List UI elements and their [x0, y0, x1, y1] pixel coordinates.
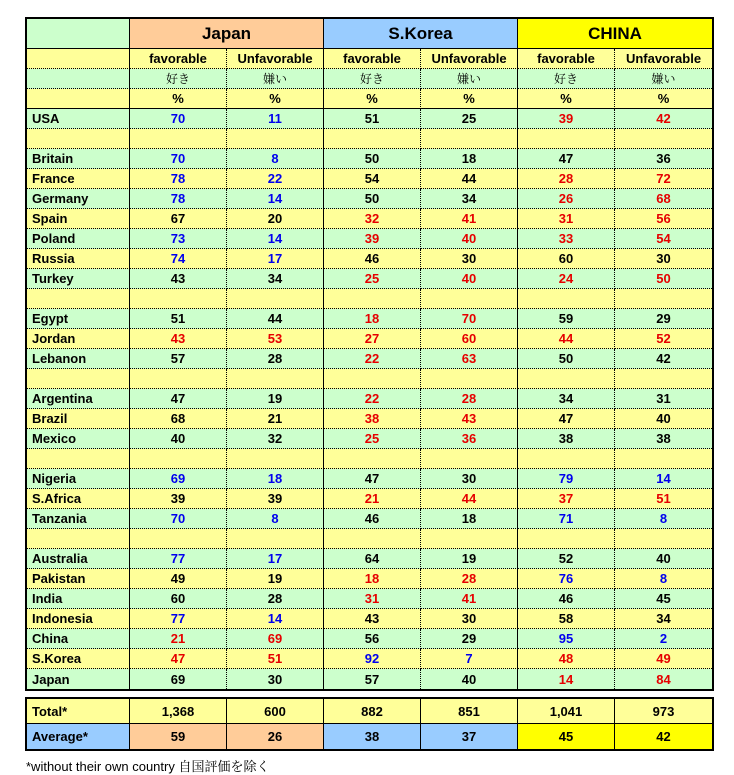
spacer-cell [324, 529, 421, 549]
spacer-row [27, 289, 712, 309]
unit-cell: % [324, 89, 421, 109]
value-cell-skorea-favorable: 50 [324, 189, 421, 209]
table-row-jordan [27, 329, 712, 349]
value-cell-skorea-unfavorable: 70 [421, 309, 518, 329]
spacer-cell [324, 129, 421, 149]
value-cell-china-favorable: 14 [518, 669, 615, 689]
spacer-cell [130, 129, 227, 149]
favorability-table [25, 17, 714, 691]
group-header-skorea: S.Korea [324, 19, 518, 49]
value-cell-japan-favorable: 69 [130, 669, 227, 689]
value-cell-china-unfavorable: 49 [615, 649, 712, 669]
value-cell-japan-unfavorable: 19 [227, 389, 324, 409]
value-cell-japan-favorable: 77 [130, 609, 227, 629]
value-cell-skorea-unfavorable: 25 [421, 109, 518, 129]
value-cell-skorea-favorable: 57 [324, 669, 421, 689]
table-row-indonesia [27, 609, 712, 629]
unit-cell: % [518, 89, 615, 109]
table-row-usa [27, 109, 712, 129]
group-header-row [27, 19, 712, 49]
table-row-nigeria [27, 469, 712, 489]
value-cell-skorea-unfavorable: 40 [421, 269, 518, 289]
value-cell-skorea-unfavorable: 28 [421, 389, 518, 409]
total-japan-favorable: 1,368 [130, 699, 227, 724]
country-label: Spain [27, 209, 130, 229]
country-label: France [27, 169, 130, 189]
spacer-cell [615, 129, 712, 149]
value-cell-china-favorable: 76 [518, 569, 615, 589]
value-cell-china-unfavorable: 42 [615, 349, 712, 369]
value-cell-japan-favorable: 78 [130, 169, 227, 189]
value-cell-skorea-favorable: 50 [324, 149, 421, 169]
skorea-unfavorable-header: Unfavorable [421, 49, 518, 69]
country-label: Britain [27, 149, 130, 169]
value-cell-china-favorable: 71 [518, 509, 615, 529]
total-china-unfavorable: 973 [615, 699, 712, 724]
spacer-cell [130, 369, 227, 389]
spacer-cell [615, 289, 712, 309]
spacer-cell [421, 449, 518, 469]
value-cell-skorea-unfavorable: 36 [421, 429, 518, 449]
value-cell-skorea-unfavorable: 34 [421, 189, 518, 209]
spacer-cell [227, 289, 324, 309]
average-japan-favorable: 59 [130, 724, 227, 749]
value-cell-japan-unfavorable: 34 [227, 269, 324, 289]
value-cell-japan-favorable: 49 [130, 569, 227, 589]
value-cell-skorea-favorable: 51 [324, 109, 421, 129]
value-cell-skorea-unfavorable: 18 [421, 149, 518, 169]
value-cell-china-unfavorable: 68 [615, 189, 712, 209]
value-cell-japan-unfavorable: 39 [227, 489, 324, 509]
china-unfavorable-jp-header: 嫌い [615, 69, 712, 89]
value-cell-china-favorable: 47 [518, 149, 615, 169]
value-cell-china-favorable: 24 [518, 269, 615, 289]
value-cell-china-favorable: 39 [518, 109, 615, 129]
value-cell-japan-unfavorable: 18 [227, 469, 324, 489]
value-cell-japan-favorable: 70 [130, 149, 227, 169]
value-cell-china-favorable: 28 [518, 169, 615, 189]
table-row-japan [27, 669, 712, 689]
china-favorable-jp-header: 好き [518, 69, 615, 89]
average-skorea-favorable: 38 [324, 724, 421, 749]
total-row [27, 699, 712, 724]
value-cell-skorea-favorable: 25 [324, 269, 421, 289]
country-label: Indonesia [27, 609, 130, 629]
japan-favorable-jp-header: 好き [130, 69, 227, 89]
value-cell-japan-favorable: 67 [130, 209, 227, 229]
value-cell-japan-unfavorable: 11 [227, 109, 324, 129]
table-row-tanzania [27, 509, 712, 529]
value-cell-china-unfavorable: 14 [615, 469, 712, 489]
subheader-row-english [27, 49, 712, 69]
value-cell-skorea-favorable: 47 [324, 469, 421, 489]
value-cell-china-favorable: 31 [518, 209, 615, 229]
value-cell-japan-unfavorable: 14 [227, 609, 324, 629]
unit-cell: % [615, 89, 712, 109]
unit-cell: % [130, 89, 227, 109]
value-cell-china-unfavorable: 72 [615, 169, 712, 189]
country-label: Egypt [27, 309, 130, 329]
value-cell-china-favorable: 46 [518, 589, 615, 609]
value-cell-china-favorable: 52 [518, 549, 615, 569]
value-cell-skorea-favorable: 54 [324, 169, 421, 189]
value-cell-china-unfavorable: 38 [615, 429, 712, 449]
subheader-row-japanese [27, 69, 712, 89]
value-cell-china-unfavorable: 40 [615, 409, 712, 429]
table-row-egypt [27, 309, 712, 329]
spacer-row [27, 369, 712, 389]
country-label: Argentina [27, 389, 130, 409]
country-label: Russia [27, 249, 130, 269]
spacer-cell [615, 449, 712, 469]
country-label: S.Africa [27, 489, 130, 509]
totals-table [25, 697, 714, 751]
table-row-britain [27, 149, 712, 169]
value-cell-japan-unfavorable: 22 [227, 169, 324, 189]
value-cell-japan-unfavorable: 17 [227, 249, 324, 269]
total-skorea-favorable: 882 [324, 699, 421, 724]
table-row-germany [27, 189, 712, 209]
value-cell-china-favorable: 58 [518, 609, 615, 629]
value-cell-china-unfavorable: 30 [615, 249, 712, 269]
value-cell-japan-unfavorable: 21 [227, 409, 324, 429]
value-cell-skorea-unfavorable: 40 [421, 229, 518, 249]
value-cell-japan-favorable: 47 [130, 649, 227, 669]
table-row-argentina [27, 389, 712, 409]
value-cell-skorea-favorable: 46 [324, 249, 421, 269]
spacer-cell [324, 369, 421, 389]
spacer-cell [615, 529, 712, 549]
table-row-china [27, 629, 712, 649]
value-cell-japan-unfavorable: 53 [227, 329, 324, 349]
value-cell-skorea-unfavorable: 18 [421, 509, 518, 529]
value-cell-japan-unfavorable: 20 [227, 209, 324, 229]
value-cell-china-favorable: 33 [518, 229, 615, 249]
table-row-poland [27, 229, 712, 249]
spacer-cell [27, 129, 130, 149]
value-cell-china-unfavorable: 54 [615, 229, 712, 249]
country-label: Japan [27, 669, 130, 689]
value-cell-skorea-unfavorable: 30 [421, 249, 518, 269]
average-skorea-unfavorable: 37 [421, 724, 518, 749]
value-cell-japan-unfavorable: 14 [227, 229, 324, 249]
value-cell-japan-unfavorable: 8 [227, 149, 324, 169]
value-cell-china-unfavorable: 2 [615, 629, 712, 649]
value-cell-skorea-unfavorable: 41 [421, 589, 518, 609]
table-row-pakistan [27, 569, 712, 589]
value-cell-skorea-unfavorable: 29 [421, 629, 518, 649]
corner-cell [27, 19, 130, 49]
spacer-cell [27, 369, 130, 389]
country-label: USA [27, 109, 130, 129]
spacer-row [27, 129, 712, 149]
value-cell-china-favorable: 59 [518, 309, 615, 329]
group-header-japan: Japan [130, 19, 324, 49]
table-row-brazil [27, 409, 712, 429]
spacer-cell [130, 529, 227, 549]
table-row-australia [27, 549, 712, 569]
value-cell-china-unfavorable: 84 [615, 669, 712, 689]
value-cell-skorea-favorable: 31 [324, 589, 421, 609]
value-cell-china-unfavorable: 56 [615, 209, 712, 229]
value-cell-japan-unfavorable: 30 [227, 669, 324, 689]
country-label: Turkey [27, 269, 130, 289]
value-cell-japan-unfavorable: 19 [227, 569, 324, 589]
spacer-cell [421, 289, 518, 309]
country-label: Mexico [27, 429, 130, 449]
value-cell-china-unfavorable: 34 [615, 609, 712, 629]
china-unfavorable-header: Unfavorable [615, 49, 712, 69]
skorea-unfavorable-jp-header: 嫌い [421, 69, 518, 89]
spacer-cell [421, 369, 518, 389]
value-cell-japan-favorable: 68 [130, 409, 227, 429]
value-cell-skorea-unfavorable: 43 [421, 409, 518, 429]
value-cell-skorea-favorable: 56 [324, 629, 421, 649]
average-china-favorable: 45 [518, 724, 615, 749]
value-cell-japan-favorable: 78 [130, 189, 227, 209]
value-cell-japan-favorable: 43 [130, 329, 227, 349]
spacer-row [27, 529, 712, 549]
blank-cell [27, 49, 130, 69]
value-cell-japan-unfavorable: 14 [227, 189, 324, 209]
value-cell-china-unfavorable: 29 [615, 309, 712, 329]
value-cell-china-favorable: 26 [518, 189, 615, 209]
value-cell-china-unfavorable: 51 [615, 489, 712, 509]
footnote: *without their own country 自国評価を除く [26, 759, 270, 774]
table-row-lebanon [27, 349, 712, 369]
spacer-cell [324, 289, 421, 309]
value-cell-skorea-favorable: 43 [324, 609, 421, 629]
unit-cell: % [227, 89, 324, 109]
value-cell-skorea-favorable: 21 [324, 489, 421, 509]
value-cell-skorea-favorable: 39 [324, 229, 421, 249]
value-cell-skorea-favorable: 32 [324, 209, 421, 229]
total-label: Total* [27, 699, 130, 724]
value-cell-skorea-favorable: 64 [324, 549, 421, 569]
value-cell-japan-favorable: 69 [130, 469, 227, 489]
value-cell-japan-favorable: 43 [130, 269, 227, 289]
country-label: Germany [27, 189, 130, 209]
value-cell-china-unfavorable: 42 [615, 109, 712, 129]
country-label: China [27, 629, 130, 649]
value-cell-china-unfavorable: 31 [615, 389, 712, 409]
value-cell-japan-unfavorable: 28 [227, 589, 324, 609]
value-cell-skorea-favorable: 18 [324, 309, 421, 329]
value-cell-skorea-favorable: 27 [324, 329, 421, 349]
table-row-mexico [27, 429, 712, 449]
japan-unfavorable-jp-header: 嫌い [227, 69, 324, 89]
value-cell-japan-unfavorable: 17 [227, 549, 324, 569]
value-cell-china-favorable: 34 [518, 389, 615, 409]
spacer-cell [130, 449, 227, 469]
spacer-cell [130, 289, 227, 309]
value-cell-japan-favorable: 70 [130, 509, 227, 529]
average-china-unfavorable: 42 [615, 724, 712, 749]
value-cell-skorea-unfavorable: 44 [421, 489, 518, 509]
average-japan-unfavorable: 26 [227, 724, 324, 749]
spacer-cell [27, 289, 130, 309]
table-row-turkey [27, 269, 712, 289]
country-label: Lebanon [27, 349, 130, 369]
spacer-cell [518, 529, 615, 549]
value-cell-skorea-favorable: 22 [324, 349, 421, 369]
spacer-cell [227, 449, 324, 469]
value-cell-china-favorable: 38 [518, 429, 615, 449]
value-cell-japan-unfavorable: 28 [227, 349, 324, 369]
skorea-favorable-jp-header: 好き [324, 69, 421, 89]
value-cell-china-favorable: 44 [518, 329, 615, 349]
value-cell-japan-favorable: 40 [130, 429, 227, 449]
value-cell-skorea-unfavorable: 7 [421, 649, 518, 669]
unit-cell: % [421, 89, 518, 109]
table-row-safrica [27, 489, 712, 509]
blank-cell [27, 69, 130, 89]
table-row-france [27, 169, 712, 189]
table-row-india [27, 589, 712, 609]
value-cell-japan-favorable: 57 [130, 349, 227, 369]
value-cell-china-unfavorable: 52 [615, 329, 712, 349]
value-cell-china-favorable: 37 [518, 489, 615, 509]
value-cell-japan-favorable: 47 [130, 389, 227, 409]
spacer-cell [227, 129, 324, 149]
spacer-row [27, 449, 712, 469]
value-cell-japan-favorable: 73 [130, 229, 227, 249]
value-cell-skorea-unfavorable: 41 [421, 209, 518, 229]
value-cell-china-favorable: 60 [518, 249, 615, 269]
value-cell-skorea-unfavorable: 28 [421, 569, 518, 589]
table-row-skorea [27, 649, 712, 669]
average-label: Average* [27, 724, 130, 749]
unit-row [27, 89, 712, 109]
value-cell-skorea-unfavorable: 44 [421, 169, 518, 189]
country-label: Pakistan [27, 569, 130, 589]
value-cell-japan-favorable: 70 [130, 109, 227, 129]
spacer-cell [518, 129, 615, 149]
average-row [27, 724, 712, 749]
value-cell-skorea-unfavorable: 63 [421, 349, 518, 369]
value-cell-japan-favorable: 51 [130, 309, 227, 329]
spacer-cell [421, 129, 518, 149]
spacer-cell [227, 369, 324, 389]
value-cell-skorea-favorable: 22 [324, 389, 421, 409]
blank-cell [27, 89, 130, 109]
spacer-cell [27, 449, 130, 469]
value-cell-skorea-unfavorable: 30 [421, 609, 518, 629]
value-cell-china-unfavorable: 50 [615, 269, 712, 289]
value-cell-skorea-unfavorable: 30 [421, 469, 518, 489]
value-cell-skorea-favorable: 38 [324, 409, 421, 429]
value-cell-japan-unfavorable: 51 [227, 649, 324, 669]
country-label: Tanzania [27, 509, 130, 529]
china-favorable-header: favorable [518, 49, 615, 69]
country-label: Australia [27, 549, 130, 569]
total-japan-unfavorable: 600 [227, 699, 324, 724]
japan-favorable-header: favorable [130, 49, 227, 69]
value-cell-china-unfavorable: 40 [615, 549, 712, 569]
japan-unfavorable-header: Unfavorable [227, 49, 324, 69]
group-header-china: CHINA [518, 19, 712, 49]
value-cell-japan-unfavorable: 32 [227, 429, 324, 449]
value-cell-china-favorable: 48 [518, 649, 615, 669]
total-china-favorable: 1,041 [518, 699, 615, 724]
spacer-cell [421, 529, 518, 549]
spacer-cell [518, 449, 615, 469]
table-row-russia [27, 249, 712, 269]
value-cell-china-unfavorable: 45 [615, 589, 712, 609]
value-cell-japan-favorable: 21 [130, 629, 227, 649]
value-cell-china-favorable: 47 [518, 409, 615, 429]
value-cell-china-unfavorable: 36 [615, 149, 712, 169]
spacer-cell [27, 529, 130, 549]
value-cell-china-favorable: 79 [518, 469, 615, 489]
value-cell-japan-unfavorable: 8 [227, 509, 324, 529]
value-cell-japan-favorable: 39 [130, 489, 227, 509]
value-cell-china-unfavorable: 8 [615, 569, 712, 589]
value-cell-skorea-favorable: 46 [324, 509, 421, 529]
value-cell-china-favorable: 50 [518, 349, 615, 369]
spacer-cell [324, 449, 421, 469]
value-cell-china-unfavorable: 8 [615, 509, 712, 529]
value-cell-skorea-favorable: 92 [324, 649, 421, 669]
value-cell-skorea-unfavorable: 19 [421, 549, 518, 569]
value-cell-japan-unfavorable: 44 [227, 309, 324, 329]
spacer-cell [227, 529, 324, 549]
table-row-spain [27, 209, 712, 229]
country-label: India [27, 589, 130, 609]
value-cell-japan-unfavorable: 69 [227, 629, 324, 649]
value-cell-skorea-favorable: 25 [324, 429, 421, 449]
country-label: Poland [27, 229, 130, 249]
value-cell-japan-favorable: 60 [130, 589, 227, 609]
value-cell-china-favorable: 95 [518, 629, 615, 649]
value-cell-skorea-favorable: 18 [324, 569, 421, 589]
value-cell-japan-favorable: 77 [130, 549, 227, 569]
country-label: Brazil [27, 409, 130, 429]
country-label: Nigeria [27, 469, 130, 489]
country-label: Jordan [27, 329, 130, 349]
spacer-cell [518, 289, 615, 309]
country-label: S.Korea [27, 649, 130, 669]
skorea-favorable-header: favorable [324, 49, 421, 69]
spacer-cell [615, 369, 712, 389]
total-skorea-unfavorable: 851 [421, 699, 518, 724]
value-cell-skorea-unfavorable: 60 [421, 329, 518, 349]
value-cell-japan-favorable: 74 [130, 249, 227, 269]
value-cell-skorea-unfavorable: 40 [421, 669, 518, 689]
spacer-cell [518, 369, 615, 389]
